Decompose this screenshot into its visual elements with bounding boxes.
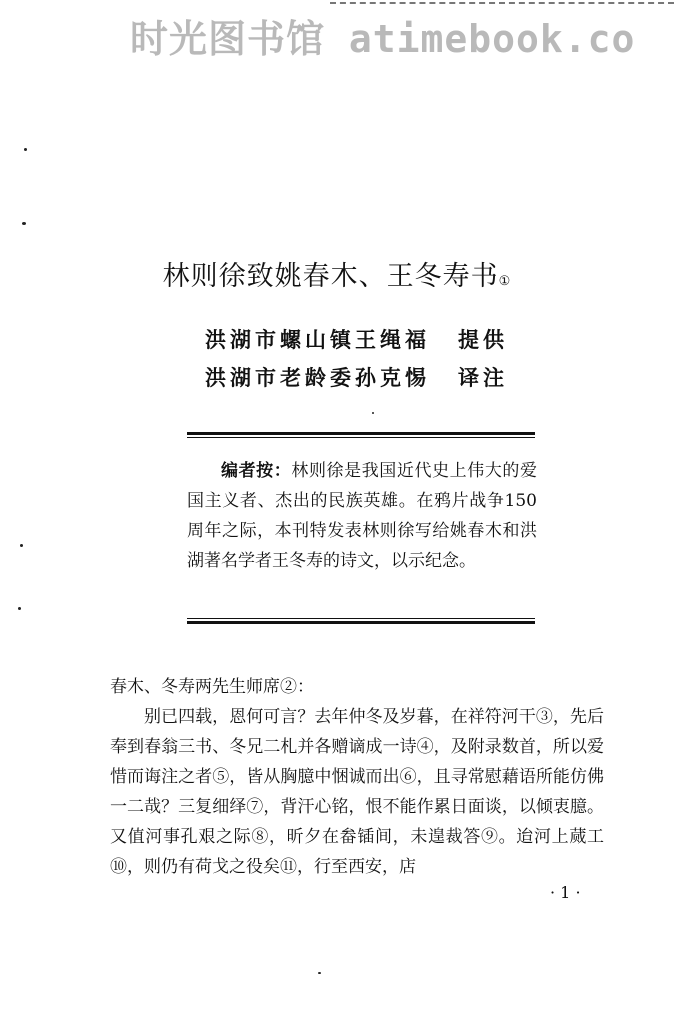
top-dashed-line <box>330 2 674 4</box>
credit-line-translator <box>205 362 508 392</box>
page-number: · 1 · <box>550 883 581 902</box>
letter-body: 别已四载，恩何可言？去年仲冬及岁暮，在祥符河干③，先后奉到春翁三书、冬兄二札并各赠谪成一诗④，及附录数首，所以爱惜而诲注之者⑤，皆从胸臆中悃诚而出⑥，且寻常慰藉语所能仿佛一二哉？三复细绎⑦，背汗心铭，恨不能作累日面谈，以倾衷臆。又值河事孔艰之际⑧，昕夕在畚锸间，未遑裁答⑨。迨河上蒇工⑩，则仍有荷戈之役矣⑪，行至西安，店 <box>110 707 604 877</box>
scan-speck <box>22 222 26 225</box>
credit-role: 提供 <box>458 327 508 352</box>
letter-salutation: 春木、冬寿两先生师席②： <box>110 677 314 697</box>
scan-speck <box>318 972 321 974</box>
editor-note-text: 林则徐是我国近代史上伟大的爱国主义者、杰出的民族英雄。在鸦片战争150周年之际，本刊特发表林则徐写给姚春木和洪湖著名学者王冬寿的诗文，以示纪念。 <box>187 461 538 571</box>
article-title <box>0 254 674 293</box>
scan-speck <box>18 607 21 610</box>
top-double-rule <box>187 432 535 438</box>
editor-note-label: 编者按： <box>221 461 292 481</box>
credit-name: 洪湖市螺山镇王绳福 <box>205 327 430 352</box>
watermark-text: 时光图书馆 atimebook.co <box>130 17 636 61</box>
editor-note <box>187 456 537 576</box>
scan-speck <box>24 148 27 151</box>
scan-speck <box>20 544 23 547</box>
title-footnote-marker: ① <box>498 274 512 289</box>
credit-line-provider <box>205 324 508 354</box>
article-title-text: 林则徐致姚春木、王冬寿书 <box>162 261 499 292</box>
credit-name: 洪湖市老龄委孙克惕 <box>205 365 430 390</box>
scan-speck <box>372 412 374 414</box>
bottom-double-rule <box>187 616 535 624</box>
credit-role: 译注 <box>458 365 508 390</box>
